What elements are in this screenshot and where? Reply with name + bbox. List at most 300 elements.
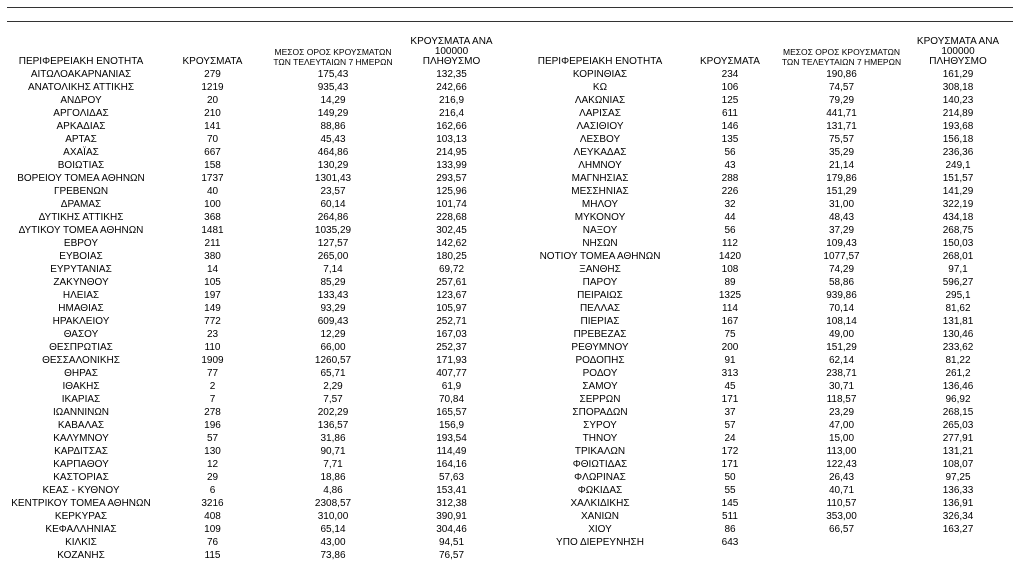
cell-avg7: 14,29 [320,95,346,106]
cell-per100k: 69,72 [438,264,465,275]
cell-cases: 643 [721,537,739,548]
cell-region: ΑΡΚΑΔΙΑΣ [56,121,106,132]
cell-avg7: 65,71 [320,368,346,379]
header-avg7 [780,47,903,67]
header-region: ΠΕΡΙΦΕΡΕΙΑΚΗ ΕΝΟΤΗΤΑ [537,56,663,67]
cell-cases: 105 [204,277,221,288]
cell-cases: 1325 [718,290,742,301]
cell-per100k: 136,33 [942,485,974,496]
table-row [7,198,507,211]
cell-cases: 135 [721,134,739,145]
cell-region: ΘΑΣΟΥ [63,329,99,340]
header-region: ΠΕΡΙΦΕΡΕΙΑΚΗ ΕΝΟΤΗΤΑ [18,56,144,67]
cell-avg7: 131,71 [826,121,857,132]
cell-region: ΦΘΙΩΤΙΔΑΣ [572,459,628,470]
cell-per100k: 142,62 [436,238,467,249]
cell-region: ΣΕΡΡΩΝ [579,394,621,405]
table-row [7,94,507,107]
cell-avg7: 109,43 [826,238,857,249]
cell-cases: 24 [724,433,736,444]
header-avg7-line2: ΤΩΝ ΤΕΛΕΥΤΑΙΩΝ 7 ΗΜΕΡΩΝ [273,57,393,67]
table-row [520,406,1013,419]
cell-avg7: 66,00 [320,342,346,353]
cell-region: ΠΕΛΛΑΣ [579,303,621,314]
cell-region: ΑΡΓΟΛΙΔΑΣ [53,108,109,119]
table-row [7,315,507,328]
cell-avg7: 75,57 [828,134,855,145]
cell-avg7: 93,29 [320,303,346,314]
cell-region: ΙΩΑΝΝΙΝΩΝ [52,407,110,418]
cell-per100k: 193,68 [942,121,974,132]
cell-per100k: 151,57 [942,173,974,184]
cell-per100k: 103,13 [436,134,467,145]
cell-region: ΜΗΛΟΥ [581,199,619,210]
cell-avg7: 23,57 [320,186,346,197]
cell-avg7: 108,14 [826,316,857,327]
cell-per100k: 132,35 [436,69,467,80]
table-row [7,159,507,172]
header-avg7-line1: ΜΕΣΟΣ ΟΡΟΣ ΚΡΟΥΣΜΑΤΩΝ [783,47,900,57]
cell-cases: 130 [204,446,221,457]
cell-avg7: 238,71 [826,368,857,379]
cell-cases: 50 [724,472,736,483]
header-rule [7,21,1013,22]
table-row [7,146,507,159]
cell-region: ΝΑΞΟΥ [582,225,618,236]
table-row [7,224,507,237]
cell-per100k: 131,21 [942,446,974,457]
cell-avg7: 935,43 [317,82,349,93]
cell-region: ΦΛΩΡΙΝΑΣ [574,472,626,483]
header-per100k-line1: ΚΡΟΥΣΜΑΤΑ ΑΝΑ 100000 [916,36,1000,57]
cell-region: ΧΑΝΙΩΝ [580,511,620,522]
cell-cases: 29 [206,472,219,483]
cell-cases: 100 [204,199,221,210]
cell-region: ΤΗΝΟΥ [582,433,618,444]
cell-cases: 149 [204,303,221,314]
cell-region: ΘΕΣΠΡΩΤΙΑΣ [49,342,113,353]
cell-avg7: 70,14 [828,303,855,314]
cell-per100k: 97,1 [948,264,968,275]
cell-cases: 109 [204,524,221,535]
cell-per100k: 97,25 [945,472,971,483]
cell-per100k: 161,29 [942,69,974,80]
left-table [7,36,507,562]
cell-avg7: 60,14 [320,199,346,210]
table-row [7,380,507,393]
table-row [520,107,1013,120]
cell-per100k: 136,91 [942,498,974,509]
cell-region: ΝΗΣΩΝ [582,238,618,249]
cell-per100k: 57,63 [438,472,465,483]
header-per100k-line1: ΚΡΟΥΣΜΑΤΑ ΑΝΑ 100000 [410,36,493,57]
cell-region: ΚΕΑΣ - ΚΥΘΝΟΥ [42,485,120,496]
table-row [520,393,1013,406]
table-row [520,159,1013,172]
table-row [520,536,1013,549]
table-row [520,302,1013,315]
table-row [520,224,1013,237]
cell-per100k: 171,93 [436,355,467,366]
cell-avg7: 26,43 [828,472,855,483]
cell-per100k: 228,68 [436,212,467,223]
cell-per100k: 233,62 [942,342,974,353]
cell-avg7: 122,43 [826,459,857,470]
cell-avg7: 2,29 [323,381,343,392]
cell-per100k: 277,91 [942,433,974,444]
cell-cases: 196 [204,420,221,431]
cell-per100k: 101,74 [436,199,467,210]
cell-cases: 146 [721,121,739,132]
cell-cases: 44 [724,212,736,223]
table-row [7,328,507,341]
table-row [520,354,1013,367]
cell-region: ΚΕΝΤΡΙΚΟΥ ΤΟΜΕΑ ΑΘΗΝΩΝ [11,498,151,509]
cell-per100k: 94,51 [438,537,465,548]
cell-per100k: 261,2 [945,368,971,379]
cell-avg7: 113,00 [826,446,857,457]
cell-cases: 110 [204,342,221,353]
cell-region: ΞΑΝΘΗΣ [579,264,621,275]
cell-cases: 125 [721,95,739,106]
table-row [520,471,1013,484]
cell-cases: 12 [206,459,219,470]
cell-cases: 86 [724,524,736,535]
cell-per100k: 214,95 [436,147,467,158]
cell-region: ΣΠΟΡΑΔΩΝ [572,407,628,418]
table-row [7,536,507,549]
cell-per100k: 81,62 [945,303,971,314]
cell-avg7: 47,00 [828,420,855,431]
cell-per100k: 295,1 [945,290,971,301]
cell-region: ΙΚΑΡΙΑΣ [61,394,101,405]
header-avg7-line1: ΜΕΣΟΣ ΟΡΟΣ ΚΡΟΥΣΜΑΤΩΝ [274,47,392,57]
table-row [520,432,1013,445]
table-row [7,549,507,562]
cell-cases: 75 [724,329,736,340]
cell-per100k: 216,4 [438,108,465,119]
table-row [520,94,1013,107]
cell-avg7 [780,536,903,549]
cell-avg7: 31,86 [320,433,346,444]
cell-region: ΡΟΔΟΠΗΣ [575,355,625,366]
cell-region: ΣΥΡΟΥ [583,420,617,431]
cell-avg7: 15,00 [828,433,855,444]
cell-avg7: 175,43 [317,69,349,80]
cell-cases: 611 [722,108,738,119]
cell-region: ΑΧΑΪΑΣ [63,147,99,158]
cell-cases: 23 [206,329,219,340]
cell-cases: 7 [209,394,216,405]
cell-avg7: 353,00 [826,511,857,522]
table-row [7,302,507,315]
cell-region: ΝΟΤΙΟΥ ΤΟΜΕΑ ΑΘΗΝΩΝ [539,251,661,262]
header-per100k-line2: ΠΛΗΘΥΣΜΟ [929,56,987,67]
cell-avg7: 74,57 [828,82,855,93]
cell-region: ΡΟΔΟΥ [582,368,618,379]
table-row [520,133,1013,146]
cell-cases: 226 [721,186,739,197]
cell-per100k: 141,29 [942,186,974,197]
cell-avg7: 1035,29 [314,225,352,236]
cell-avg7: 265,00 [317,251,349,262]
cell-per100k: 242,66 [436,82,467,93]
cell-region: ΔΥΤΙΚΗΣ ΑΤΤΙΚΗΣ [38,212,124,223]
cell-region: ΗΛΕΙΑΣ [62,290,100,301]
cell-per100k: 268,75 [942,225,974,236]
cell-per100k: 312,38 [436,498,467,509]
cell-per100k: 156,9 [438,420,465,431]
cell-region: ΚΑΡΔΙΤΣΑΣ [54,446,108,457]
cell-per100k: 407,77 [436,368,467,379]
table-row [520,497,1013,510]
cell-per100k: 130,46 [942,329,974,340]
table-row [520,172,1013,185]
cell-cases: 158 [204,160,221,171]
table-row [7,341,507,354]
cell-per100k: 265,03 [942,420,974,431]
cell-avg7: 4,86 [323,485,343,496]
cell-cases: 91 [724,355,736,366]
cell-region: ΕΒΡΟΥ [63,238,99,249]
header-avg7 [270,47,396,67]
cell-region: ΚΕΡΚΥΡΑΣ [54,511,108,522]
table-row [7,68,507,81]
cell-cases: 56 [724,147,736,158]
cell-region: ΠΡΕΒΕΖΑΣ [573,329,627,340]
cell-cases: 55 [724,485,736,496]
table-row [7,523,507,536]
cell-region: ΕΥΒΟΙΑΣ [59,251,103,262]
cell-cases: 108 [721,264,739,275]
table-row [7,497,507,510]
cell-per100k: 180,25 [436,251,467,262]
cell-cases: 511 [722,511,738,522]
cell-region: ΧΑΛΚΙΔΙΚΗΣ [570,498,630,509]
cell-cases: 20 [206,95,219,106]
cell-per100k: 136,46 [942,381,974,392]
cell-region: ΠΕΙΡΑΙΩΣ [577,290,623,301]
cell-cases: 141 [204,121,221,132]
cell-avg7: 110,57 [826,498,857,509]
table-row [520,510,1013,523]
top-rule [7,7,1013,8]
table-row [520,276,1013,289]
cell-region: ΛΑΣΙΘΙΟΥ [576,121,624,132]
cell-per100k: 133,99 [436,160,467,171]
cell-region: ΚΑΣΤΟΡΙΑΣ [53,472,109,483]
cell-per100k: 252,37 [436,342,467,353]
cell-region: ΔΡΑΜΑΣ [60,199,102,210]
cell-region: ΠΙΕΡΙΑΣ [580,316,620,327]
cell-avg7: 464,86 [317,147,349,158]
cell-region: ΘΗΡΑΣ [64,368,98,379]
cell-region: ΚΑΒΑΛΑΣ [57,420,105,431]
cell-per100k: 167,03 [436,329,467,340]
table-row [7,458,507,471]
cell-per100k: 257,61 [436,277,467,288]
cell-region: ΚΑΡΠΑΘΟΥ [53,459,109,470]
cell-avg7: 58,86 [828,277,855,288]
cell-per100k: 236,36 [942,147,974,158]
cell-region: ΜΕΣΣΗΝΙΑΣ [571,186,629,197]
cell-avg7: 1077,57 [823,251,860,262]
cell-region: ΑΙΤΩΛΟΑΚΑΡΝΑΝΙΑΣ [30,69,132,80]
cell-avg7: 74,29 [828,264,855,275]
cell-region: ΕΥΡΥΤΑΝΙΑΣ [50,264,112,275]
cell-per100k: 596,27 [942,277,974,288]
table-row [7,81,507,94]
table-row [520,458,1013,471]
cell-per100k: 61,9 [441,381,462,392]
cell-cases: 89 [724,277,736,288]
cell-cases: 234 [721,69,739,80]
cell-cases: 368 [204,212,221,223]
cell-avg7: 149,29 [317,108,349,119]
cell-region: ΛΑΡΙΣΑΣ [579,108,621,119]
cell-region: ΖΑΚΥΝΘΟΥ [53,277,109,288]
cell-region: ΚΙΛΚΙΣ [65,537,97,548]
cell-avg7: 31,00 [828,199,855,210]
cell-cases: 3216 [201,498,224,509]
cell-cases: 667 [204,147,221,158]
cell-cases: 1737 [201,173,224,184]
cell-region: ΛΗΜΝΟΥ [578,160,622,171]
cell-avg7: 1301,43 [314,173,352,184]
table-row [520,315,1013,328]
table-row [7,263,507,276]
cell-cases: 57 [206,433,219,444]
cell-avg7: 49,00 [828,329,855,340]
cell-cases: 172 [721,446,739,457]
cell-cases: 37 [724,407,736,418]
cell-avg7: 88,86 [320,121,346,132]
header-cases: ΚΡΟΥΣΜΑΤΑ [700,56,760,67]
cell-region: ΧΙΟΥ [588,524,612,535]
table-row [7,393,507,406]
header-avg7-line2: ΤΩΝ ΤΕΛΕΥΤΑΙΩΝ 7 ΗΜΕΡΩΝ [781,57,902,67]
cell-per100k: 123,67 [436,290,467,301]
table-row [520,68,1013,81]
cell-region: ΚΑΛΥΜΝΟΥ [53,433,109,444]
cell-per100k: 322,19 [942,199,974,210]
table-row [520,81,1013,94]
cell-avg7: 48,43 [828,212,855,223]
cell-per100k: 105,97 [436,303,467,314]
table-row [7,211,507,224]
cell-cases: 1420 [718,251,742,262]
table-row [7,510,507,523]
cell-per100k: 304,46 [436,524,467,535]
cell-cases: 106 [721,82,739,93]
table-row [520,367,1013,380]
cell-avg7: 7,57 [323,394,343,405]
table-row [520,484,1013,497]
table-row [520,120,1013,133]
cell-per100k: 76,57 [438,550,465,561]
cell-cases: 278 [204,407,221,418]
cell-region: ΙΘΑΚΗΣ [62,381,100,392]
table-row [7,120,507,133]
cell-avg7: 7,14 [323,264,343,275]
header-per100k [396,37,507,67]
cell-per100k: 302,45 [436,225,467,236]
cell-per100k: 249,1 [945,160,971,171]
cell-avg7: 202,29 [317,407,349,418]
cell-per100k: 164,16 [436,459,467,470]
table-row [520,328,1013,341]
cell-avg7: 130,29 [317,160,349,171]
cell-cases: 211 [204,238,221,249]
header-per100k [903,37,1013,67]
cell-avg7: 118,57 [826,394,857,405]
cell-per100k: 131,81 [942,316,974,327]
cell-cases: 76 [206,537,219,548]
cell-per100k: 390,91 [436,511,467,522]
cell-cases: 40 [206,186,219,197]
cell-region: ΗΡΑΚΛΕΙΟΥ [52,316,110,327]
cell-cases: 112 [722,238,738,249]
cell-avg7: 66,57 [828,524,855,535]
cell-per100k: 163,27 [942,524,974,535]
cell-avg7: 40,71 [828,485,855,496]
cell-cases: 57 [724,420,736,431]
cell-cases: 197 [204,290,221,301]
cell-cases: 210 [204,108,221,119]
cell-avg7: 65,14 [320,524,346,535]
cell-avg7: 18,86 [320,472,346,483]
cell-avg7: 79,29 [828,95,855,106]
cell-avg7: 43,00 [320,537,346,548]
cell-avg7: 90,71 [320,446,346,457]
cell-per100k: 162,66 [436,121,467,132]
cell-per100k: 293,57 [436,173,467,184]
cell-avg7: 609,43 [317,316,349,327]
cell-avg7: 190,86 [826,69,857,80]
cell-per100k: 125,96 [436,186,467,197]
cell-per100k [903,536,1013,549]
cell-avg7: 21,14 [828,160,855,171]
cell-avg7: 151,29 [826,342,857,353]
cell-avg7: 62,14 [828,355,855,366]
right-table-header [520,36,1013,68]
cell-region: ΚΩ [592,82,608,93]
table-row [520,198,1013,211]
table-row [520,419,1013,432]
cell-cases: 1481 [201,225,224,236]
cell-per100k: 268,15 [942,407,974,418]
table-row [7,250,507,263]
table-row [520,237,1013,250]
cell-per100k: 108,07 [942,459,974,470]
table-row [7,354,507,367]
table-row [7,484,507,497]
cell-region: ΑΡΤΑΣ [65,134,97,145]
cell-cases: 114 [722,303,738,314]
table-row [520,185,1013,198]
cell-per100k: 326,34 [942,511,974,522]
table-row [520,445,1013,458]
cell-cases: 115 [204,550,221,561]
cell-cases: 200 [721,342,739,353]
left-table-header [7,36,507,68]
cell-avg7: 133,43 [317,290,349,301]
table-row [7,185,507,198]
cell-per100k: 214,89 [942,108,974,119]
cell-cases: 171 [721,394,739,405]
cell-per100k: 150,03 [942,238,974,249]
cell-cases: 171 [721,459,739,470]
